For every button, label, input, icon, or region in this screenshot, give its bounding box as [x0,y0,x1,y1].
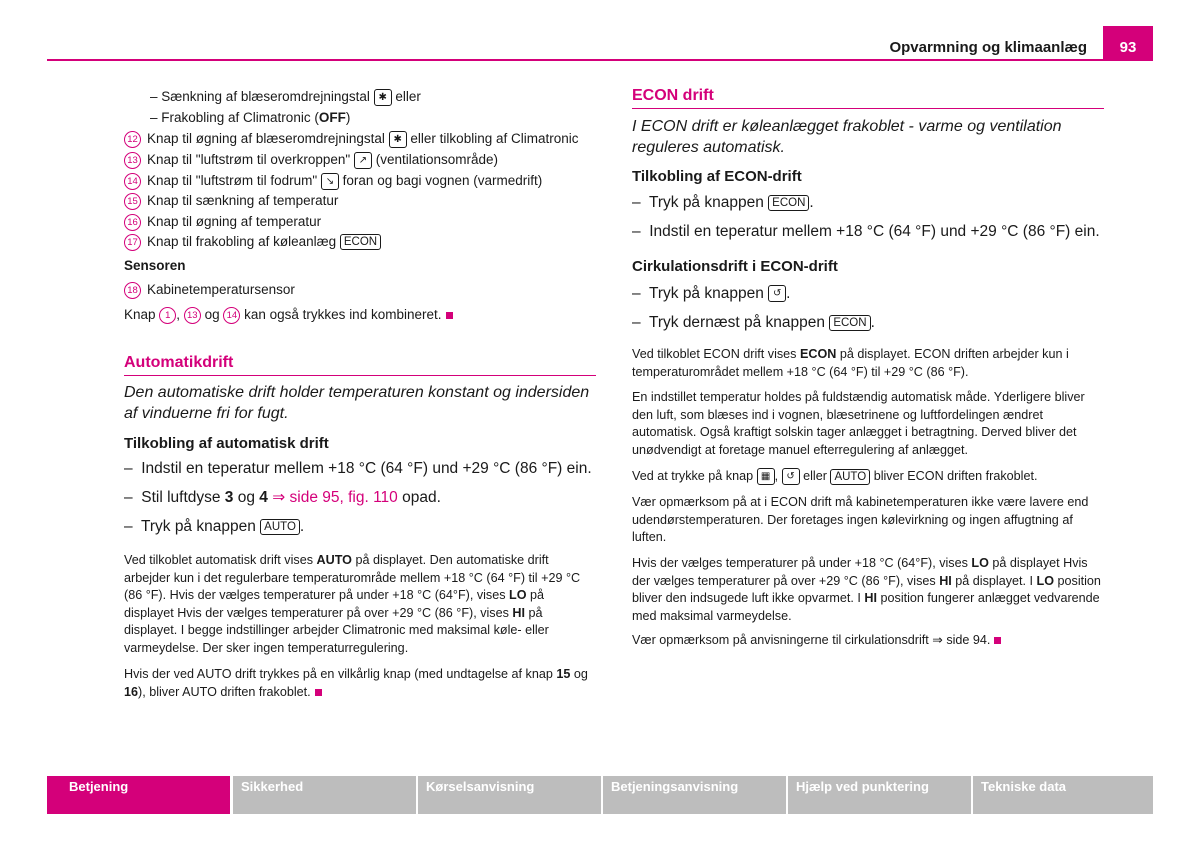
section-title-econ-drift: ECON drift [632,87,714,104]
callout-number: 12 [124,131,141,148]
combo-note: Knap 1 , 13 og 14 kan også trykkes ind kombineret. [124,306,453,324]
cross-reference-link[interactable]: ⇒ side 95, fig. 110 [272,489,398,506]
footer-nav [47,776,1153,814]
tab-korselsanvisning[interactable]: Kørselsanvisning [418,776,601,814]
section-title-automatikdrift: Automatikdrift [124,354,234,371]
header-rule [47,59,1153,61]
section-intro: I ECON drift er køleanlægget frakoblet - varme og ventilation reguleres automatisk. [632,118,1062,156]
paragraph: Ved at trykke på knap ▦ , ↺ eller AUTO bliver ECON driften frakoblet. [632,468,1104,486]
tab-sikkerhed[interactable]: Sikkerhed [233,776,416,814]
callout-number: 14 [124,173,141,190]
callout-number: 1 [159,307,176,324]
list-item: – Frakobling af Climatronic (OFF) [150,110,351,125]
paragraph: Hvis der ved AUTO drift trykkes på en vilkårlig knap (med undtagelse af knap 15 og 16), bliver AUTO driften frakoblet. [124,667,588,699]
end-mark [446,312,453,319]
step-item: – Tryk på knappen AUTO . [124,518,305,535]
subheading: Cirkulationsdrift i ECON-drift [632,258,838,275]
callout-number: 13 [124,152,141,169]
page-number: 93 [1103,26,1153,59]
callout-number: 16 [124,214,141,231]
step-item: – Indstil en teperatur mellem +18 °C (64 °F) und +29 °C (86 °F) ein. [124,460,592,477]
airflow-upper-icon: ↗ [354,152,372,169]
recirculation-icon: ↺ [768,285,786,302]
callout-number: 13 [184,307,201,324]
callout-number: 15 [124,193,141,210]
list-item: 14 Knap til "luftstrøm til fodrum" ↘ foran og bagi vognen (varmedrift) [124,172,542,190]
paragraph: Ved tilkoblet ECON drift vises ECON på displayet. ECON driften arbejder kun i temperaturområdet mellem +18 °C (64 °F) til +29 °C (86 °F). [632,347,1069,379]
list-item: 18 Kabinetemperatursensor [124,281,295,299]
end-mark [994,637,1001,644]
section-intro: Den automatiske drift holder temperaturen konstant og indersiden af vinduerne fri for fugt. [124,384,590,422]
list-item: 15 Knap til sænkning af temperatur [124,192,338,210]
paragraph: Vær opmærksom på anvisningerne til cirkulationsdrift ⇒ side 94. [632,632,1104,650]
paragraph: Ved tilkoblet automatisk drift vises AUTO på displayet. Den automatiske drift arbejder kun i det regulerbare temperaturområde mellem +18 °C (64 °F) til +29 °C (86 °F). Hvis der vælges temperaturer på under +18 °C (64°F), vises LO på displayet Hvis der vælges temperaturer på over +29 °C (86 °F), vises HI på displayet. I begge indstillinger arbejder Climatronic med maksimal køle- eller varmeydelse. Der sker ingen temperaturregulering. [124,553,581,655]
econ-key: ECON [768,195,809,211]
paragraph: En indstillet temperatur holdes på fuldstændig automatisk måde. Yderligere bliver den luft, som blæses ind i vognen, blæsetrinene og luftfordelingen ændret automatisk. Også kraftigt solskin tager anlægget i betragtning. Derved bliver det unødvendigt at foretage manuel efterregulering af anlægget. [632,390,1085,457]
callout-number: 18 [124,282,141,299]
list-item: 13 Knap til "luftstrøm til overkroppen" ↗ (ventilationsområde) [124,151,498,169]
step-item: – Stil luftdyse 3 og 4 ⇒ side 95, fig. 110 opad. [124,489,441,506]
econ-key: ECON [340,234,381,250]
airflow-foot-icon: ↘ [321,173,339,190]
callout-number: 14 [223,307,240,324]
defrost-icon: ▦ [757,468,775,485]
step-item: – Indstil en teperatur mellem +18 °C (64 °F) und +29 °C (86 °F) ein. [632,223,1100,240]
fan-icon: ✱ [389,131,407,148]
section-rule [632,108,1104,109]
subheading: Tilkobling af ECON-drift [632,168,802,185]
tab-betjeningsanvisning[interactable]: Betjeningsanvisning [603,776,786,814]
paragraph: Vær opmærksom på at i ECON drift må kabinetemperaturen ikke være lavere end udendørstemperaturen. Der foretages ingen kølevirkning og ingen affugtning af luften. [632,495,1089,544]
sensor-heading: Sensoren [124,258,186,273]
paragraph: Hvis der vælges temperaturer på under +18 °C (64°F), vises LO på displayet Hvis der vælges temperaturer på over +29 °C (86 °F), vises HI på displayet. I LO position bliver den indsugede luft ikke opvarmet. I HI position fungerer anlægget vedvarende med maksimal varmeydelse. [632,556,1101,623]
fan-icon: ✱ [374,89,392,106]
list-item: 16 Knap til øgning af temperatur [124,213,321,231]
callout-number: 17 [124,234,141,251]
step-item: – Tryk på knappen ECON . [632,194,814,211]
list-item: 12 Knap til øgning af blæseromdrejningstal ✱ eller tilkobling af Climatronic [124,130,579,148]
step-item: – Tryk dernæst på knappen ECON . [632,314,875,331]
tab-betjening[interactable]: Betjening [47,776,230,814]
running-header-title: Opvarmning og klimaanlæg [889,39,1087,56]
tab-tekniske-data[interactable]: Tekniske data [973,776,1153,814]
subheading: Tilkobling af automatisk drift [124,435,329,452]
list-item: 17 Knap til frakobling af køleanlæg ECON [124,233,381,251]
econ-key: ECON [829,315,870,331]
tab-hjaelp-ved-punktering[interactable]: Hjælp ved punktering [788,776,971,814]
recirculation-icon: ↺ [782,468,800,485]
auto-key: AUTO [260,519,300,535]
step-item: – Tryk på knappen ↺ . [632,285,791,302]
list-item: – Sænkning af blæseromdrejningstal ✱ eller [150,89,421,104]
section-rule [124,375,596,376]
end-mark [315,689,322,696]
auto-key: AUTO [830,469,870,485]
